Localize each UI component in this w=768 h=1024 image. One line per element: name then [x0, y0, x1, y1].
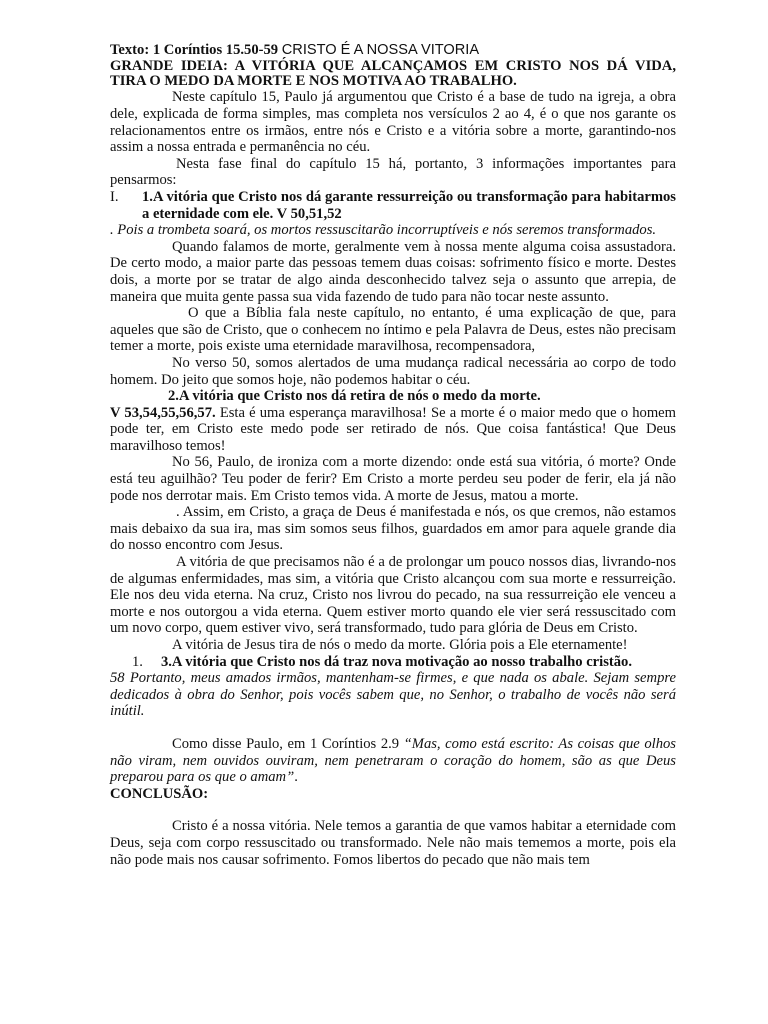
point-2-paragraph-1	[110, 405, 676, 455]
conclusion-heading: CONCLUSÃO:	[110, 785, 209, 802]
point-1-numeral: I.	[110, 188, 119, 205]
point-2-paragraph-3: . Assim, em Cristo, a graça de Deus é manifestada e nós, os que cremos, não estamos mais debaixo da sua ira, mas sim somos seus filhos, guardados em amor para aquele grande dia do nosso encontro com Jesus.	[110, 504, 676, 554]
point-2-paragraph-1-text: Esta é uma esperança maravilhosa! Se a morte é o maior medo que o homem pode ter, em Cristo este medo pode ser retirado de nós. Que coisa fantástica! Que Deus maravilhoso temos!	[110, 404, 676, 454]
point-1-paragraph-1: Quando falamos de morte, geralmente vem à nossa mente alguma coisa assustadora. De certo modo, a maior parte das pessoas temem duas coisas: sofrimento físico e morte. Destes dois, a morte por se tratar de algo ainda desconhecido talvez seja o assunto que arrepia, de maneira que muita gente passa sua vida fazendo de tudo para não tocar neste assunto.	[110, 238, 676, 305]
intro-paragraph-1: Neste capítulo 15, Paulo já argumentou que Cristo é a base de tudo na igreja, a obra dele, explicada de forma simples, mas completa nos versículos 2 ao 4, é o que nos garante os relacionamentos entre os irmãos, entre nós e Cristo e a vitória sobre a morte, garantindo-nos assim a nossa entrada e permanência no céu.	[110, 89, 676, 156]
point-2-paragraph-5: A vitória de Jesus tira de nós o medo da morte. Glória pois a Ele eternamente!	[172, 637, 628, 653]
conclusion-paragraph-1: Cristo é a nossa vitória. Nele temos a garantia de que vamos habitar a eternidade com Deus, seja com corpo ressuscitado ou transformado. Nele não mais tememos a morte, pois ela não pode mais nos causar sofrimento. Fomos libertos do pecado que não mais tem	[110, 818, 676, 868]
point-2-heading: 2.A vitória que Cristo nos dá retira de nós o medo da morte.	[168, 388, 541, 405]
text-reference: Texto: 1 Coríntios 15.50-59	[110, 42, 279, 58]
point-1-title: 1.A vitória que Cristo nos dá garante ressurreição ou transformação para habitarmos a eternidade com ele. V 50,51,52	[142, 188, 676, 222]
point-3-quote-paragraph	[110, 736, 676, 786]
document-page	[110, 42, 676, 868]
text-reference-line	[110, 42, 676, 59]
point-3-numeral: 1.	[132, 653, 143, 670]
big-idea: GRANDE IDEIA: A VITÓRIA QUE ALCANÇAMOS EM CRISTO NOS DÁ VIDA, TIRA O MEDO DA MORTE E NOS MOTIVA AO TRABALHO.	[110, 57, 676, 89]
point-1-verse: . Pois a trombeta soará, os mortos ressuscitarão incorruptíveis e nós seremos transformados.	[110, 222, 657, 239]
point-1-paragraph-2: O que a Bíblia fala neste capítulo, no entanto, é uma explicação de que, para aqueles que são de Cristo, que o conhecem no íntimo e pela Palavra de Deus, estes não precisam temer a morte, pois existe uma eternidade maravilhosa, recompensadora,	[110, 305, 676, 355]
point-1-heading	[110, 189, 676, 222]
point-1-paragraph-3: No verso 50, somos alertados de uma mudança radical necessária ao corpo de todo homem. Do jeito que somos hoje, não podemos habitar o céu.	[110, 354, 676, 388]
sermon-title: CRISTO É A NOSSA VITORIA	[281, 42, 480, 58]
spacer	[110, 720, 676, 736]
point-2-paragraph-2: No 56, Paulo, de ironiza com a morte dizendo: onde está sua vitória, ó morte? Onde está teu aguilhão? Teu poder de ferir? Em Cristo a morte perdeu seu poder de ferir, ela já não pode nos derrotar mais. Em Cristo temos vida. A morte de Jesus, matou a morte.	[110, 454, 676, 504]
point-3-heading	[110, 654, 676, 671]
quote-end: .	[294, 769, 298, 786]
quote-text: “Mas, como está escrito: As coisas que olhos não viram, nem ouvidos ouviram, nem penetraram o coração do homem, são as que Deus preparou para os que o amam”	[110, 735, 676, 786]
intro-paragraph-2: Nesta fase final do capítulo 15 há, portanto, 3 informações importantes para pensarmos:	[110, 155, 676, 189]
point-3-title: 3.A vitória que Cristo nos dá traz nova motivação ao nosso trabalho cristão.	[160, 653, 632, 670]
quote-intro: Como disse Paulo, em 1 Coríntios 2.9	[172, 735, 404, 752]
point-3-verse: 58 Portanto, meus amados irmãos, mantenham-se firmes, e que nada os abale. Sejam sempre dedicados à obra do Senhor, pois vocês sabem que, no Senhor, o trabalho de vocês não será inútil.	[110, 670, 676, 720]
spacer	[110, 802, 676, 818]
point-2-paragraph-4: A vitória de que precisamos não é a de prolongar um pouco nossos dias, livrando-nos de algumas enfermidades, mas sim, a vitória que Cristo alcançou com sua morte e ressurreição. Ele nos deu vida eterna. Na cruz, Cristo nos livrou do pecado, na sua ressurreição ele venceu a morte e nos outorgou a vida eterna. Quem estiver morto quando ele vier será ressuscitado com um novo corpo, quem estiver vivo, será transformado, tudo para glória de Deus em Cristo.	[110, 554, 676, 637]
point-2-verses: V 53,54,55,56,57.	[110, 404, 216, 421]
